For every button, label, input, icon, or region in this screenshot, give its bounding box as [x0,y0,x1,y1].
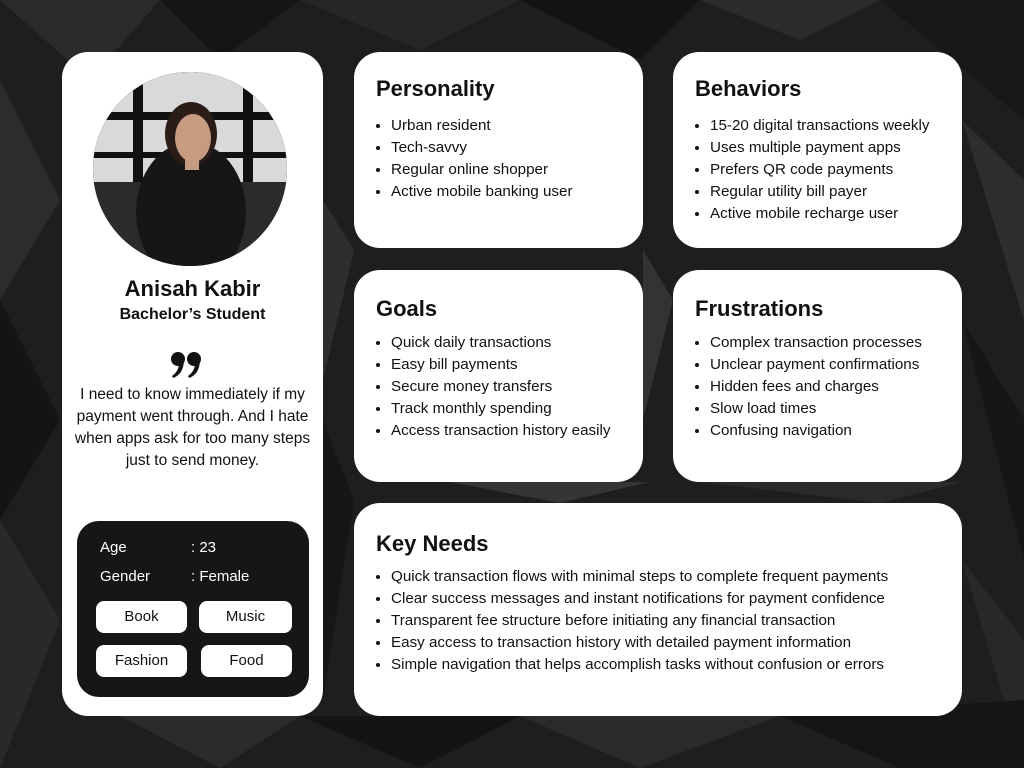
list-item: • Uses multiple payment apps [710,137,930,159]
list-item: • Transparent fee structure before initiating any financial transaction [391,610,888,632]
personality-list [370,115,573,203]
personality-card [354,52,643,248]
gender-label: Gender [100,568,151,585]
interest-tag-music: Music [199,601,292,633]
key-needs-list [370,566,888,676]
frustrations-card [673,270,962,482]
list-item: • Active mobile recharge user [710,203,930,225]
list-item: • 15-20 digital transactions weekly [710,115,930,137]
list-item: • Regular utility bill payer [710,181,930,203]
list-item: • Active mobile banking user [391,181,573,203]
list-item: • Easy access to transaction history with detailed payment information [391,632,888,654]
list-item: • Quick daily transactions [391,332,610,354]
behaviors-card [673,52,962,248]
behaviors-list [689,115,930,225]
goals-card [354,270,643,482]
list-item: • Access transaction history easily [391,420,610,442]
persona-profile-card [62,52,323,716]
key-needs-title: Key Needs [376,531,489,556]
list-item: • Track monthly spending [391,398,610,420]
list-item: • Urban resident [391,115,573,137]
interest-tag-food: Food [201,645,292,677]
list-item: • Clear success messages and instant notifications for payment confidence [391,588,888,610]
list-item: • Quick transaction flows with minimal steps to complete frequent payments [391,566,888,588]
behaviors-title: Behaviors [695,76,802,101]
key-needs-card [354,503,962,716]
persona-name: Anisah Kabir [124,276,261,301]
interest-tag-book: Book [96,601,187,633]
list-item: • Unclear payment confirmations [710,354,922,376]
age-label: Age [100,539,127,556]
list-item: • Confusing navigation [710,420,922,442]
list-item: • Tech-savvy [391,137,573,159]
goals-list [370,332,610,442]
age-value: : 23 [191,539,217,556]
gender-value: : Female [191,568,250,585]
frustrations-title: Frustrations [695,296,824,321]
list-item: • Hidden fees and charges [710,376,922,398]
list-item: • Complex transaction processes [710,332,922,354]
personality-title: Personality [376,76,495,101]
persona-quote: I need to know immediately if my payment went through. And I hate when apps ask for too many steps just to send money. [74,386,311,469]
avatar-photo [93,72,287,266]
list-item: • Secure money transfers [391,376,610,398]
list-item: • Regular online shopper [391,159,573,181]
list-item: • Simple navigation that helps accomplish tasks without confusion or errors [391,654,888,676]
quote-icon [167,346,207,386]
persona-details-panel [77,521,309,697]
list-item: • Prefers QR code payments [710,159,930,181]
persona-role: Bachelor’s Student [119,306,266,323]
list-item: • Slow load times [710,398,922,420]
list-item: • Easy bill payments [391,354,610,376]
interest-tag-fashion: Fashion [96,645,187,677]
frustrations-list [689,332,922,442]
goals-title: Goals [376,296,438,321]
